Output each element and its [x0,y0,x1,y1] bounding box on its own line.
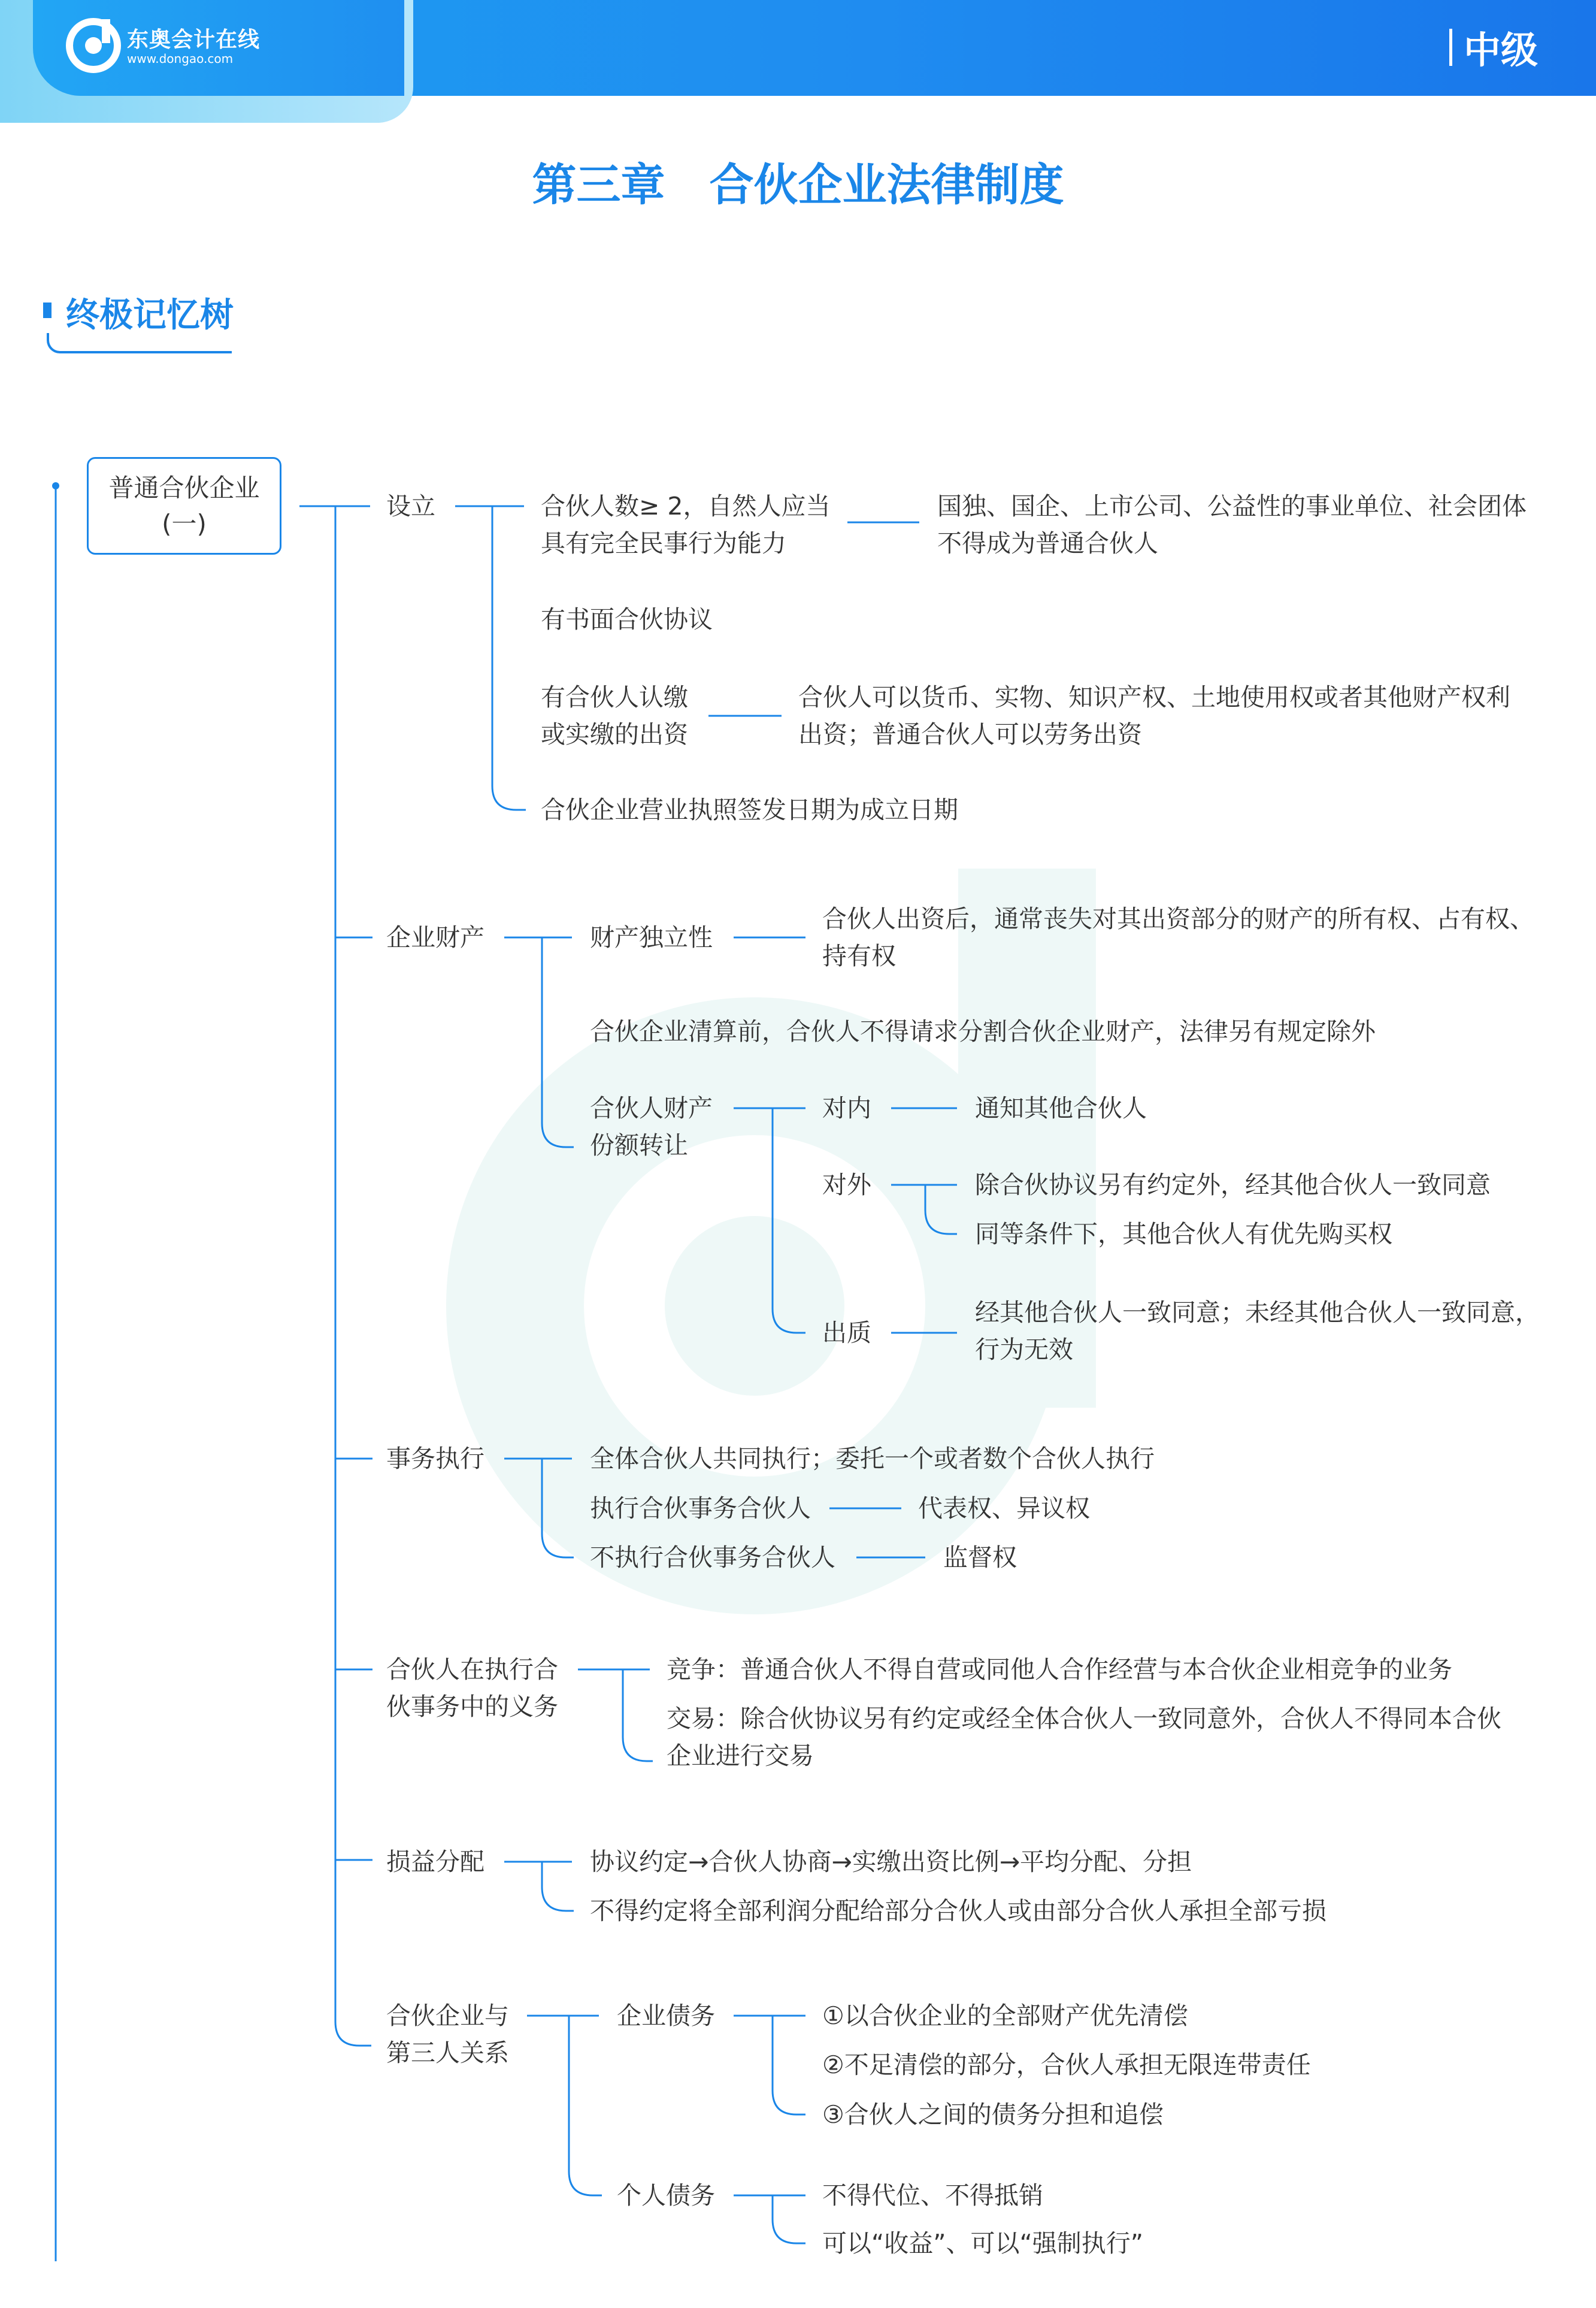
transfer-internal-note: 通知其他合伙人 [975,1094,1147,1123]
setup-item2: 有书面合伙协议 [541,605,713,634]
personal-debt-item1: 不得代位、不得抵销 [822,2181,1043,2210]
personal-debt-item2: 可以“收益”、可以“强制执行” [822,2229,1143,2258]
root-node-line2: (一) [162,509,207,539]
node-setup: 设立 [386,492,435,521]
transfer-external-note1: 除合伙协议另有约定外，经其他合伙人一致同意 [975,1170,1491,1199]
enterprise-debt-item2: ②不足清偿的部分，合伙人承担无限连带责任 [822,2050,1311,2079]
setup-item3-line2: 或实缴的出资 [541,720,688,749]
transfer-external: 对外 [822,1170,871,1199]
node-affairs: 事务执行 [386,1444,484,1473]
section-title: 终极记忆树 [66,296,234,335]
transfer-pledge-note-line1: 经其他合伙人一致同意；未经其他合伙人一致同意， [975,1298,1540,1327]
node-property: 企业财产 [386,923,484,952]
root-node-line1: 普通合伙企业 [108,473,260,503]
enterprise-debt-item1: ①以合伙企业的全部财产优先清偿 [822,2001,1188,2030]
duties-competition: 竞争：普通合伙人不得自营或同他人合作经营与本合伙企业相竞争的业务 [667,1655,1452,1684]
setup-item1-line2: 具有完全民事行为能力 [541,529,786,558]
setup-item1-line1: 合伙人数≥ 2，自然人应当 [541,492,831,521]
property-independence-note-line2: 持有权 [822,942,896,970]
page-title: 第三章 合伙企业法律制度 [532,159,1064,211]
affairs-item2-note: 代表权、异议权 [918,1494,1090,1523]
setup-item1-note-line1: 国独、国企、上市公司、公益性的事业单位、社会团体 [937,492,1527,521]
affairs-item3-note: 监督权 [943,1543,1017,1572]
profit-item1: 协议约定→合伙人协商→实缴出资比例→平均分配、分担 [590,1847,1192,1876]
node-duties-line2: 伙事务中的义务 [386,1692,558,1721]
affairs-item2: 执行合伙事务合伙人 [590,1494,811,1523]
personal-debt: 个人债务 [617,2181,715,2210]
logo-name: 东奥会计在线 [127,28,261,52]
property-independence-note-line1: 合伙人出资后，通常丧失对其出资部分的财产的所有权、占有权、 [822,905,1534,933]
affairs-item3: 不执行合伙事务合伙人 [590,1543,835,1572]
property-independence: 财产独立性 [590,923,713,952]
level-label: 中级 [1464,28,1539,72]
node-third-party-line2: 第三人关系 [386,2038,509,2067]
transfer-internal: 对内 [822,1094,871,1123]
node-profit: 损益分配 [386,1847,484,1876]
property-transfer-line2: 份额转让 [590,1131,688,1160]
duties-trade-line2: 企业进行交易 [667,1741,814,1770]
setup-item3-note-line1: 合伙人可以货币、实物、知识产权、土地使用权或者其他财产权利 [798,683,1510,712]
root-node [87,457,281,555]
setup-item3-note-line2: 出资；普通合伙人可以劳务出资 [798,720,1142,749]
setup-item4: 合伙企业营业执照签发日期为成立日期 [541,795,958,824]
enterprise-debt-item3: ③合伙人之间的债务分担和追偿 [822,2100,1164,2129]
transfer-external-note2: 同等条件下，其他合伙人有优先购买权 [975,1220,1392,1248]
logo-url-text: www.dongao.com [127,52,234,66]
property-transfer-line1: 合伙人财产 [590,1094,713,1123]
node-third-party-line1: 合伙企业与 [386,2001,509,2030]
enterprise-debt: 企业债务 [617,2001,715,2030]
duties-trade-line1: 交易：除合伙协议另有约定或经全体合伙人一致同意外，合伙人不得同本合伙 [667,1704,1501,1733]
setup-item3-line1: 有合伙人认缴 [541,683,688,712]
setup-item1-note-line2: 不得成为普通合伙人 [937,529,1158,558]
node-duties-line1: 合伙人在执行合 [386,1655,558,1684]
transfer-pledge: 出质 [822,1318,871,1347]
profit-item2: 不得约定将全部利润分配给部分合伙人或由部分合伙人承担全部亏损 [590,1896,1327,1925]
transfer-pledge-note-line2: 行为无效 [975,1335,1073,1364]
property-liquidation: 合伙企业清算前，合伙人不得请求分割合伙企业财产，法律另有规定除外 [590,1017,1376,1046]
affairs-item1: 全体合伙人共同执行；委托一个或者数个合伙人执行 [590,1444,1155,1473]
